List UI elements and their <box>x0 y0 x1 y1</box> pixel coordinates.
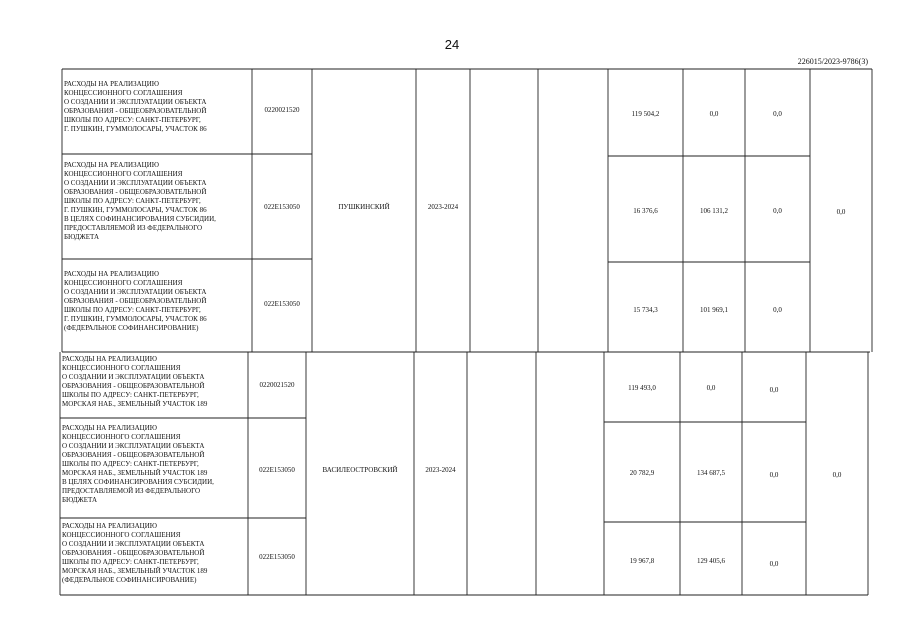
row-description: РАСХОДЫ НА РЕАЛИЗАЦИЮ КОНЦЕССИОННОГО СОГЛАШЕНИЯ О СОЗДАНИИ И ЭКСПЛУАТАЦИИ ОБЪЕКТА ОБРАЗОВАНИЯ - ОБЩЕОБРАЗОВАТЕЛЬНОЙ ШКОЛЫ ПО АДРЕСУ: САНКТ-ПЕТЕРБУРГ, МОРСКАЯ НАБ., ЗЕМЕЛЬНЫЙ УЧАСТОК 189 В ЦЕЛЯХ СОФИНАНСИРОВАНИЯ СУБСИДИИ, ПРЕДОСТАВЛЯЕМОЙ ИЗ ФЕДЕРАЛЬНОГО БЮДЖЕТА <box>62 424 214 504</box>
row-description: РАСХОДЫ НА РЕАЛИЗАЦИЮ КОНЦЕССИОННОГО СОГЛАШЕНИЯ О СОЗДАНИИ И ЭКСПЛУАТАЦИИ ОБЪЕКТА ОБРАЗОВАНИЯ - ОБЩЕОБРАЗОВАТЕЛЬНОЙ ШКОЛЫ ПО АДРЕСУ: САНКТ-ПЕТЕРБУРГ, МОРСКАЯ НАБ., ЗЕМЕЛЬНЫЙ УЧАСТОК 189 <box>62 355 208 408</box>
period: 2023-2024 <box>425 466 456 474</box>
row-value-2: 129 405,6 <box>697 557 725 565</box>
row-value-2: 134 687,5 <box>697 469 725 477</box>
row-value-3: 0,0 <box>769 560 779 568</box>
row-value-3: 0,0 <box>773 110 782 118</box>
row-value-2: 106 131,2 <box>700 207 728 215</box>
group-total: 0,0 <box>836 208 846 216</box>
row-value-1: 119 493,0 <box>628 384 656 392</box>
row-description: РАСХОДЫ НА РЕАЛИЗАЦИЮ КОНЦЕССИОННОГО СОГЛАШЕНИЯ О СОЗДАНИИ И ЭКСПЛУАТАЦИИ ОБЪЕКТА ОБРАЗОВАНИЯ - ОБЩЕОБРАЗОВАТЕЛЬНОЙ ШКОЛЫ ПО АДРЕСУ: САНКТ-ПЕТЕРБУРГ, Г. ПУШКИН, ГУММОЛОСАРЫ, УЧАСТОК 86 (ФЕДЕРАЛЬНОЕ СОФИНАНСИРОВАНИЕ) <box>64 270 207 332</box>
row-value-3: 0,0 <box>773 207 782 215</box>
row-value-1: 20 782,9 <box>629 469 655 477</box>
row-code: 0220021520 <box>264 106 300 114</box>
row-value-3: 0,0 <box>773 306 782 314</box>
row-value-2: 101 969,1 <box>700 306 728 314</box>
row-value-1: 119 504,2 <box>631 110 660 118</box>
row-value-1: 15 734,3 <box>633 306 658 314</box>
row-description: РАСХОДЫ НА РЕАЛИЗАЦИЮ КОНЦЕССИОННОГО СОГЛАШЕНИЯ О СОЗДАНИИ И ЭКСПЛУАТАЦИИ ОБЪЕКТА ОБРАЗОВАНИЯ - ОБЩЕОБРАЗОВАТЕЛЬНОЙ ШКОЛЫ ПО АДРЕСУ: САНКТ-ПЕТЕРБУРГ, Г. ПУШКИН, ГУММОЛОСАРЫ, УЧАСТОК 86 <box>64 80 207 133</box>
row-value-3: 0,0 <box>769 471 779 479</box>
row-value-1: 16 376,6 <box>633 207 658 215</box>
row-value-2: 0,0 <box>706 384 716 392</box>
row-value-3: 0,0 <box>769 386 779 394</box>
row-code: 0220021520 <box>259 381 295 389</box>
row-description: РАСХОДЫ НА РЕАЛИЗАЦИЮ КОНЦЕССИОННОГО СОГЛАШЕНИЯ О СОЗДАНИИ И ЭКСПЛУАТАЦИИ ОБЪЕКТА ОБРАЗОВАНИЯ - ОБЩЕОБРАЗОВАТЕЛЬНОЙ ШКОЛЫ ПО АДРЕСУ: САНКТ-ПЕТЕРБУРГ, МОРСКАЯ НАБ., ЗЕМЕЛЬНЫЙ УЧАСТОК 189 (ФЕДЕРАЛЬНОЕ СОФИНАНСИРОВАНИЕ) <box>62 522 208 584</box>
district-name: ВАСИЛЕОСТРОВСКИЙ <box>322 466 398 474</box>
row-value-2: 0,0 <box>709 110 719 118</box>
district-name: ПУШКИНСКИЙ <box>338 203 390 211</box>
group-total: 0,0 <box>832 471 842 479</box>
row-description: РАСХОДЫ НА РЕАЛИЗАЦИЮ КОНЦЕССИОННОГО СОГЛАШЕНИЯ О СОЗДАНИИ И ЭКСПЛУАТАЦИИ ОБЪЕКТА ОБРАЗОВАНИЯ - ОБЩЕОБРАЗОВАТЕЛЬНОЙ ШКОЛЫ ПО АДРЕСУ: САНКТ-ПЕТЕРБУРГ, Г. ПУШКИН, ГУММОЛОСАРЫ, УЧАСТОК 86 В ЦЕЛЯХ СОФИНАНСИРОВАНИЯ СУБСИДИИ, ПРЕДОСТАВЛЯЕМОЙ ИЗ ФЕДЕРАЛЬНОГО БЮДЖЕТА <box>64 161 216 241</box>
row-code: 022E153050 <box>264 203 300 211</box>
page-number: 24 <box>444 37 460 52</box>
row-code: 022E153050 <box>259 466 295 474</box>
row-value-1: 19 967,8 <box>629 557 655 565</box>
period: 2023-2024 <box>427 203 459 211</box>
document-id: 226015/2023-9786(3) <box>797 57 868 66</box>
row-code: 022E153050 <box>259 553 295 561</box>
row-code: 022E153050 <box>264 300 300 308</box>
